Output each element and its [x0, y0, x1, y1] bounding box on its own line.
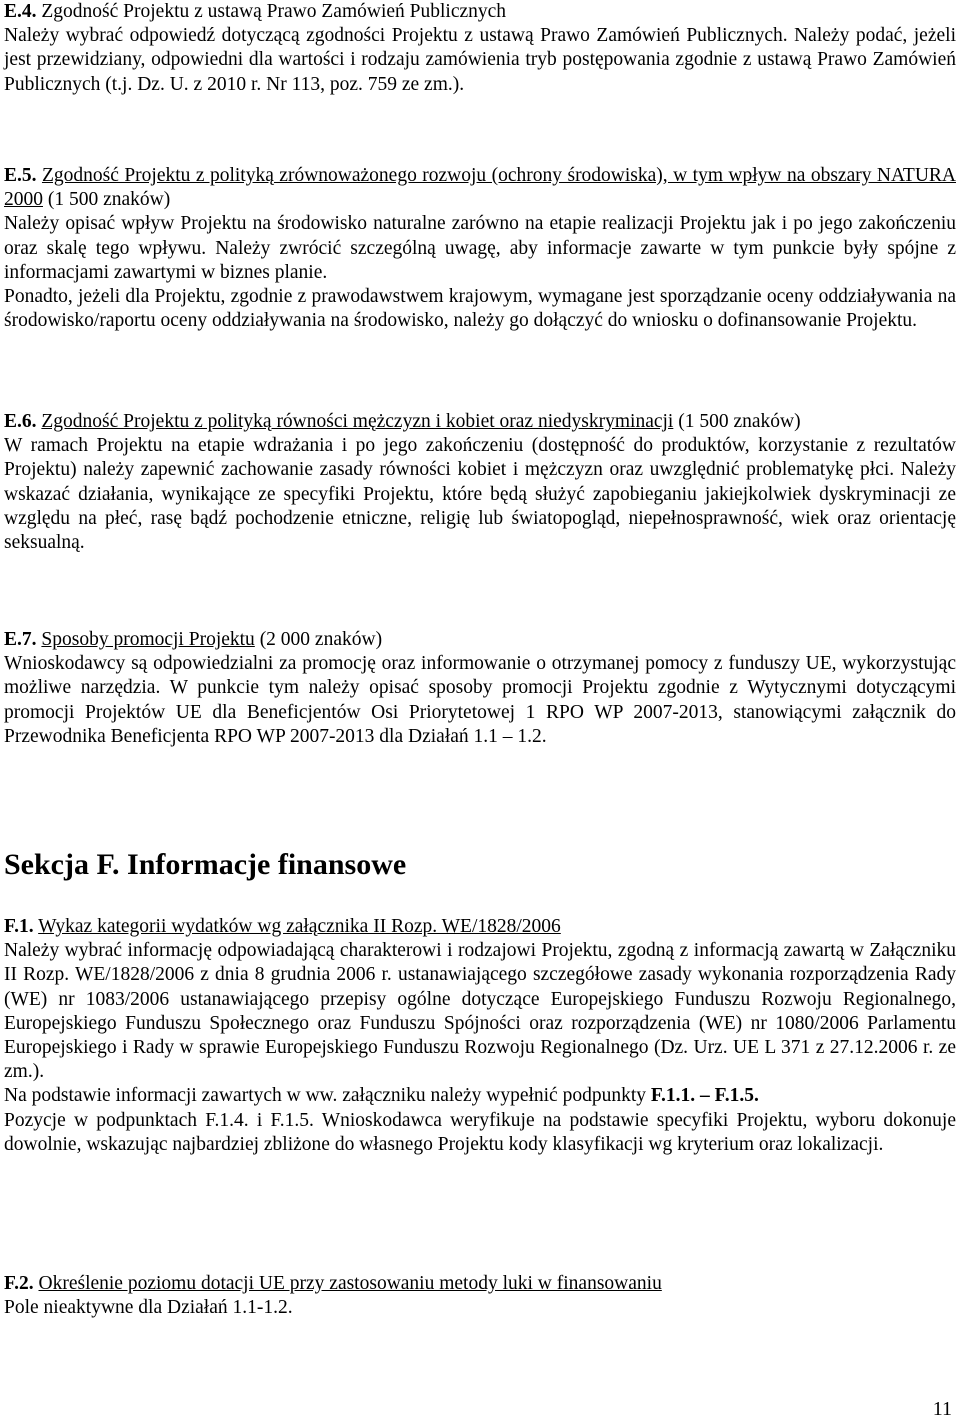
section-e6-title-suffix: (1 500 znaków) [678, 411, 801, 432]
section-f2-body: Pole nieaktywne dla Działań 1.1-1.2. [4, 1297, 293, 1319]
section-f2-title: Określenie poziomu dotacji UE przy zastosowaniu metody luki w finansowaniu [38, 1273, 662, 1294]
section-e4 [4, 0, 956, 97]
section-e5 [4, 164, 956, 333]
section-e7-heading [4, 628, 956, 652]
section-e6-body: W ramach Projektu na etapie wdrażania i po jego zakończeniu (dostępność do produktów, korzystanie z rezultatów Projektu) należy zapewnić zachowanie zasady równości kobiet i mężczyzn oraz uwzględnić problematykę płci. Należy wskazać działania, wynikające ze specyfiki Projektu, które będą służyć zapobieganiu jakiejkolwiek dyskryminacji ze względu na płeć, rasę bądź pochodzenie etniczne, religię lub światopogląd, niepełnosprawność, wiek oraz orientację seksualną. [4, 435, 956, 554]
page-number: 11 [932, 1398, 952, 1420]
section-f2-code: F.2. [4, 1273, 34, 1294]
section-e7-title-suffix: (2 000 znaków) [259, 629, 383, 650]
section-f1-body-2-bold: F.1.1. – F.1.5. [650, 1085, 759, 1107]
section-e4-body: Należy wybrać odpowiedź dotyczącą zgodności Projektu z ustawą Prawo Zamówień Publicznych. Należy podać, jeżeli jest przewidziany, odpowiedni dla wartości i rodzaju zamówienia tryb postępowania zgodnie z ustawą Prawo Zamówień Publicznych (t.j. Dz. U. z 2010 r. Nr 113, poz. 759 ze zm.). [4, 25, 956, 95]
section-e4-code: E.4. [4, 1, 37, 22]
section-e5-title-suffix: (1 500 znaków) [47, 189, 171, 211]
section-e7 [4, 628, 956, 749]
section-e6-title: Zgodność Projektu z polityką równości mężczyzn i kobiet oraz niedyskryminacji [41, 411, 674, 432]
section-e6-code: E.6. [4, 411, 37, 432]
section-e6-heading [4, 410, 956, 434]
section-e5-body-2: Ponadto, jeżeli dla Projektu, zgodnie z prawodawstwem krajowym, wymagane jest sporządzanie oceny oddziaływania na środowisko/raportu oceny oddziaływania na środowisko, należy go dołączyć do wniosku o dofinansowanie Projektu. [4, 286, 956, 332]
section-f2 [4, 1272, 956, 1320]
section-f-title: Sekcja F. Informacje finansowe [4, 848, 407, 881]
section-e7-body: Wnioskodawcy są odpowiedzialni za promocję oraz informowanie o otrzymanej pomocy z funduszy UE, wykorzystując możliwe narzędzia. W punkcie tym należy opisać sposoby promocji Projektu zgodnie z Wytycznymi dotyczącymi promocji Projektów UE dla Beneficjentów Osi Priorytetowej 1 RPO WP 2007-2013, stanowiącymi załącznik do Przewodnika Beneficjenta RPO WP 2007-2013 dla Działań 1.1 – 1.2. [4, 653, 956, 747]
section-e6 [4, 410, 956, 555]
section-f1-heading [4, 915, 956, 939]
section-f1-title: Wykaz kategorii wydatków wg załącznika II Rozp. WE/1828/2006 [38, 916, 561, 937]
section-f1-body-1: Należy wybrać informację odpowiadającą charakterowi i rodzajowi Projektu, zgodną z informacją zawartą w Załączniku II Rozp. WE/1828/2006 z dnia 8 grudnia 2006 r. ustanawiającego szczegółowe zasady wykonania rozporządzenia Rady (WE) nr 1083/2006 ustanawiającego przepisy ogólne dotyczące Europejskiego Funduszu Rozwoju Regionalnego, Europejskiego Funduszu Społecznego oraz Funduszu Spójności oraz rozporządzenia (WE) nr 1080/2006 Parlamentu Europejskiego i Rady w sprawie Europejskiego Funduszu Rozwoju Regionalnego (Dz. Urz. UE L 371 z 27.12.2006 r. ze zm.). [4, 940, 956, 1083]
section-e5-heading [4, 164, 956, 212]
section-e5-body-1: Należy opisać wpływ Projektu na środowisko naturalne zarówno na etapie realizacji Projektu jak i po jego zakończeniu oraz skalę tego wpływu. Należy zwrócić szczególną uwagę, aby informacje zawarte w tym punkcie były spójne z informacjami zawartymi w biznes planie. [4, 213, 956, 283]
section-e7-title: Sposoby promocji Projektu [41, 629, 255, 650]
section-f1-code: F.1. [4, 916, 34, 937]
section-f1 [4, 915, 956, 1157]
section-e4-title: Zgodność Projektu z ustawą Prawo Zamówień Publicznych [41, 1, 507, 22]
section-f1-body-3: Pozycje w podpunktach F.1.4. i F.1.5. Wnioskodawca weryfikuje na podstawie specyfiki Projektu, wyboru dokonuje dowolnie, wskazując najbardziej zbliżone do własnego Projektu kody klasyfikacji wg kryterium oraz lokalizacji. [4, 1109, 956, 1155]
section-e5-title: Zgodność Projektu z polityką zrównoważonego rozwoju (ochrony środowiska), w tym wpływ na obszary NATURA 2000 [4, 165, 956, 211]
section-f1-body-2-prefix: Na podstawie informacji zawartych w ww. załączniku należy wypełnić podpunkty [4, 1085, 647, 1107]
section-e5-code: E.5. [4, 165, 37, 186]
section-e7-code: E.7. [4, 629, 37, 650]
section-e4-heading [4, 0, 956, 24]
section-f2-heading [4, 1272, 956, 1296]
section-f1-body-2 [4, 1084, 956, 1108]
